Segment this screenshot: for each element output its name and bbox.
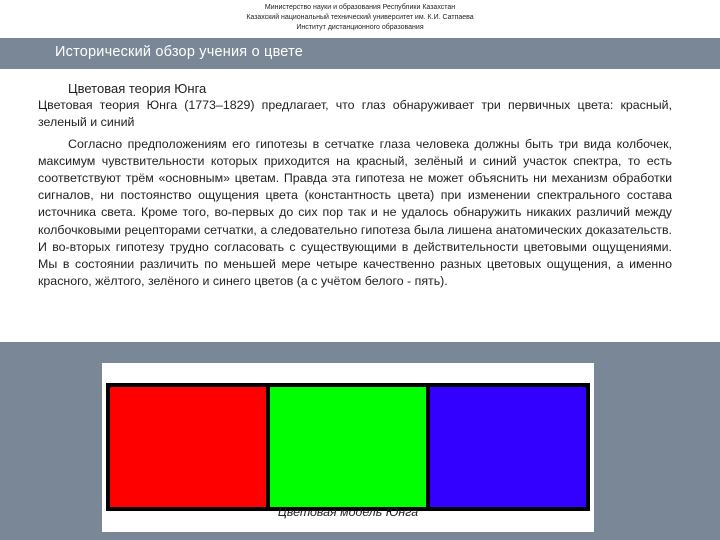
blue-swatch [430,387,586,507]
green-swatch [270,387,426,507]
slide-title: Исторический обзор учения о цвете [55,44,304,60]
institution-header [0,0,720,38]
figure-panel [0,342,720,540]
color-strip [106,383,590,511]
university-line: Казахский нациoнальный технический университет им. К.И. Сатпаева [246,14,474,21]
ministry-line: Министерство науки и образования Республики Казахстан [264,4,456,11]
section-subheading: Цветовая теория Юнга [68,81,207,96]
intro-paragraph: Цветовая теория Юнга (1773–1829) предлагает, что глаз обнаруживает три первичных цвета: красный, зеленый и синий [38,98,672,130]
institute-line: Институт дистанционного образования [296,24,424,31]
slide-content [38,80,672,290]
color-model-figure [102,363,594,532]
figure-caption: Цветовая модель Юнга [277,505,419,519]
hypothesis-paragraph: Согласно предположениям его гипотезы в сетчатке глаза человека должны быть три вида колбочек, максимум чувствительности которых приходится на красный, зелёный и синий участок спектра, то есть соответствуют трём «основным» цветам. Правда эта гипотеза не может объяснить ни механизм обработки сигналов, ни постоянство ощущения цвета (константность цвета) при изменении спектрального состава источника света. Кроме того, во-первых до сих пор так и не удалось обнаружить никаких различий между колбочковыми рецепторами сетчатки, а следовательно гипотеза была лишена анатомических доказательств. И во-вторых гипотезу трудно согласовать с существующими в действительности цветовыми ощущениями. Мы в состоянии различить по меньшей мере четыре качественно разных цветовых ощущения, а именно красного, жёлтого, зелёного и синего цветов (а с учётом белого - пять). [38,136,672,289]
red-swatch [110,387,266,507]
slide-title-bar [0,38,720,69]
